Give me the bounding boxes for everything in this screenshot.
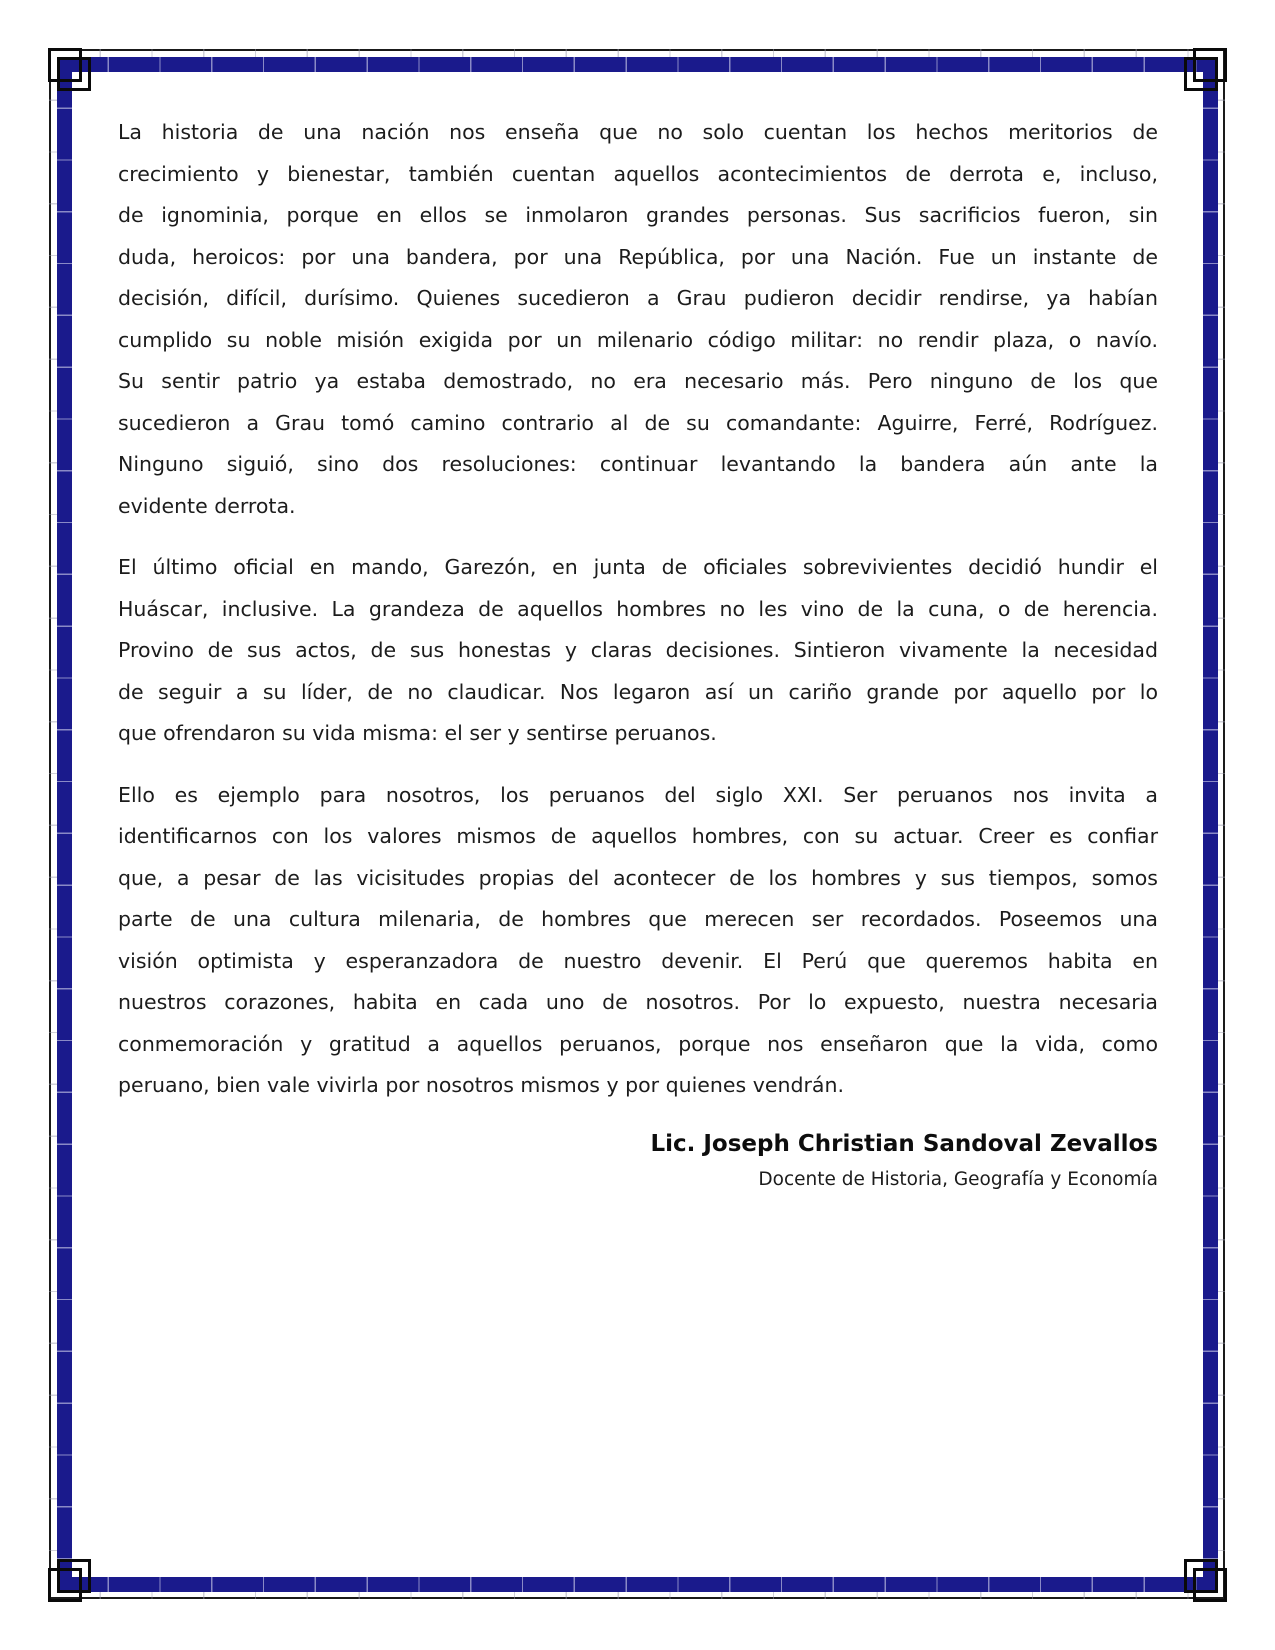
signature-name: Lic. Joseph Christian Sandoval Zevallos — [650, 1130, 1158, 1157]
paragraph-3 — [118, 775, 1158, 1107]
text-line: La historia de una nación nos enseña que no solo cuentan los hechos meritorios de — [118, 120, 1158, 144]
text-line: de seguir a su líder, de no claudicar. Nos legaron así un cariño grande por aquello por lo — [118, 679, 1158, 704]
text-line: evidente derrota. — [118, 493, 296, 518]
text-line: identificarnos con los valores mismos de aquellos hombres, con su actuar. Creer es confiar — [118, 824, 1158, 848]
document-body — [118, 112, 1158, 1195]
text-line: decisión, difícil, durísimo. Quienes sucedieron a Grau pudieron decidir rendirse, ya habían — [118, 286, 1158, 310]
text-line: Su sentir patrio ya estaba demostrado, no era necesario más. Pero ninguno de los que — [118, 369, 1158, 393]
text-line: que, a pesar de las vicisitudes propias del acontecer de los hombres y sus tiempos, somos — [118, 865, 1158, 890]
text-line: peruano, bien vale vivirla por nosotros mismos y por quienes vendrán. — [118, 1073, 844, 1097]
text-line: parte de una cultura milenaria, de hombres que merecen ser recordados. Poseemos una — [118, 907, 1158, 931]
border-band-top — [57, 57, 1218, 72]
paragraph-1 — [118, 112, 1158, 527]
corner-ornament-square — [1184, 57, 1218, 91]
text-line: visión optimista y esperanzadora de nuestro devenir. El Perú que queremos habita en — [118, 948, 1158, 973]
border-band-left — [57, 57, 72, 1592]
text-line: conmemoración y gratitud a aquellos peruanos, porque nos enseñaron que la vida, como — [118, 1031, 1158, 1056]
signature-role: Docente de Historia, Geografía y Economía — [758, 1168, 1158, 1190]
text-line: El último oficial en mando, Garezón, en junta de oficiales sobrevivientes decidió hundir el — [118, 555, 1158, 579]
text-line: Huáscar, inclusive. La grandeza de aquellos hombres no les vino de la cuna, o de herencia. — [118, 596, 1158, 621]
border-band-bottom — [57, 1577, 1218, 1592]
signature-block — [118, 1127, 1158, 1195]
text-line: Provino de sus actos, de sus honestas y claras decisiones. Sintieron vivamente la necesidad — [118, 638, 1158, 662]
text-line: duda, heroicos: por una bandera, por una República, por una Nación. Fue un instante de — [118, 244, 1158, 269]
corner-ornament-square — [57, 57, 91, 91]
text-line: Ninguno siguió, sino dos resoluciones: continuar levantando la bandera aún ante la — [118, 452, 1158, 476]
text-line: nuestros corazones, habita en cada uno de nosotros. Por lo expuesto, nuestra necesaria — [118, 990, 1158, 1014]
paragraph-2 — [118, 547, 1158, 755]
border-band-right — [1203, 57, 1218, 1592]
corner-ornament-square — [57, 1559, 91, 1593]
text-line: cumplido su noble misión exigida por un milenario código militar: no rendir plaza, o navío. — [118, 327, 1158, 352]
text-line: crecimiento y bienestar, también cuentan aquellos acontecimientos de derrota e, incluso, — [118, 161, 1158, 186]
text-line: de ignominia, porque en ellos se inmolaron grandes personas. Sus sacrificios fueron, sin — [118, 203, 1158, 227]
text-line: que ofrendaron su vida misma: el ser y sentirse peruanos. — [118, 721, 717, 745]
text-line: Ello es ejemplo para nosotros, los peruanos del siglo XXI. Ser peruanos nos invita a — [118, 782, 1158, 807]
corner-ornament-square — [1184, 1559, 1218, 1593]
text-line: sucedieron a Grau tomó camino contrario al de su comandante: Aguirre, Ferré, Rodríguez. — [118, 410, 1158, 435]
